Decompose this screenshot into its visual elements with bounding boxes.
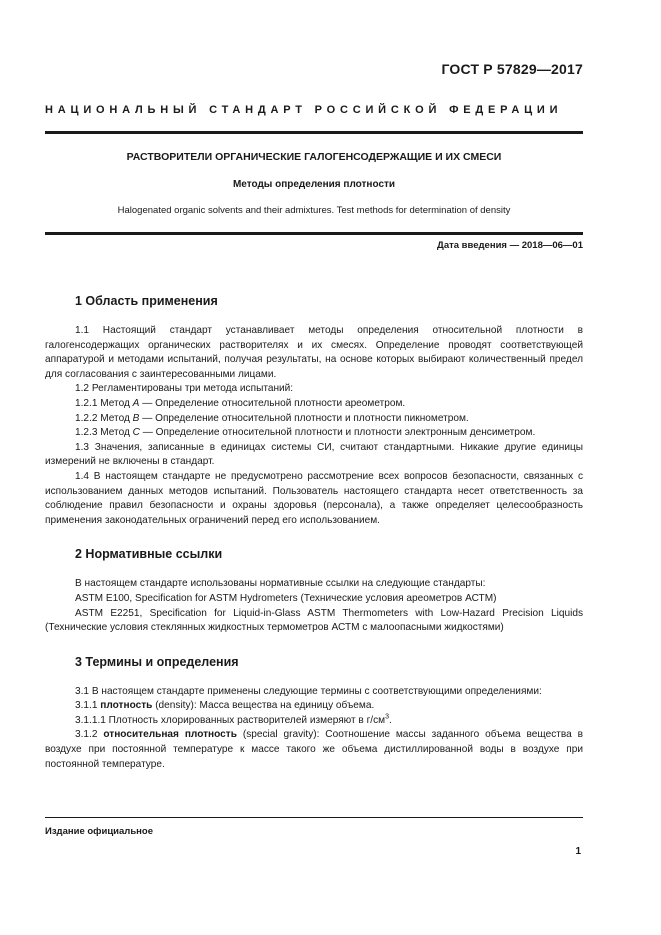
reference-item: ASTM E100, Specification for ASTM Hydrometers (Технические условия ареометров АСТМ) [75, 592, 497, 604]
unit-exponent: 3 [385, 713, 389, 721]
method-letter: В [132, 412, 140, 424]
term-definition [45, 728, 583, 772]
term-number: 3.1.1 [75, 700, 101, 712]
paragraph-text: 1.2.1 Метод [75, 397, 133, 409]
term: плотность [100, 700, 153, 712]
document-body [45, 292, 583, 772]
paragraph [45, 412, 583, 427]
paragraph [45, 426, 583, 441]
introduction-date: Дата введения — 2018—06—01 [437, 240, 583, 251]
method-letter: А [132, 397, 140, 409]
paragraph-text: . [388, 714, 392, 726]
paragraph-text: — Определение относительной плотности и плотности пикнометром. [139, 412, 469, 424]
paragraph: 1.3 Значения, записанные в единицах системы СИ, считают стандартными. Никакие другие единицы измерений не включены в стандарт. [45, 441, 583, 468]
paragraph-text: 1.2.2 Метод [75, 412, 133, 424]
paragraph: В настоящем стандарте использованы нормативные ссылки на следующие стандарты: [75, 578, 486, 590]
section-heading-terms: 3 Термины и определения [75, 654, 239, 669]
paragraph-text: 3.1.1.1 Плотность хлорированных растворителей измеряют в г/см [75, 714, 386, 726]
method-letter: С [132, 427, 140, 439]
document-title: РАСТВОРИТЕЛИ ОРГАНИЧЕСКИЕ ГАЛОГЕНСОДЕРЖАЩИЕ И ИХ СМЕСИ [126, 151, 502, 163]
paragraph: 3.1 В настоящем стандарте применены следующие термины с соответствующими определениями: [75, 685, 542, 697]
page-number: 1 [575, 846, 581, 857]
document-subtitle: Методы определения плотности [232, 179, 396, 190]
section-heading-references: 2 Нормативные ссылки [75, 547, 223, 562]
term-definition [45, 699, 583, 714]
paragraph [45, 714, 583, 729]
paragraph-text: 1.2.3 Метод [75, 427, 133, 439]
reference-item: ASTM E2251, Specification for Liquid-in-Glass ASTM Thermometers with Low-Hazard Precision Liquids (Технические условия стеклянных жидкостных термометров АСТМ с малоопасными жидкостями) [45, 607, 583, 634]
paragraph-text: — Определение относительной плотности и плотности электронным денсиметром. [139, 427, 536, 439]
footer-rule [45, 817, 583, 818]
definition-text: (density): Масса вещества на единицу объема. [152, 700, 375, 712]
document-english-title: Halogenated organic solvents and their admixtures. Test methods for determination of density [117, 205, 511, 216]
title-rule [45, 232, 583, 235]
standard-name: НАЦИОНАЛЬНЫЙ СТАНДАРТ РОССИЙСКОЙ ФЕДЕРАЦИИ [45, 104, 563, 116]
section-heading-scope: 1 Область применения [75, 294, 218, 308]
paragraph-text: — Определение относительной плотности ареометром. [139, 397, 406, 409]
term: относительная плотность [103, 729, 237, 741]
term-number: 3.1.2 [75, 729, 104, 741]
header-rule [45, 131, 583, 134]
paragraph [45, 397, 583, 412]
edition-label: Издание официальное [45, 826, 153, 837]
document-code: ГОСТ Р 57829—2017 [441, 61, 583, 77]
definition-text: (special gravity): Соотношение массы заданного объема вещества в воздухе при постоянной температуре к массе такого же объема дистиллированной воды в воздухе при постоянной температуре. [45, 729, 583, 770]
paragraph: 1.4 В настоящем стандарте не предусмотрено рассмотрение всех вопросов безопасности, связанных с использованием данных методов испытаний. Пользователь настоящего стандарта несет ответственность за соблюдение правил безопасности и охраны здоровья (персонала), а также определяет целесообразность применения законодательных ограничений перед его использованием. [45, 470, 583, 526]
paragraph: 1.1 Настоящий стандарт устанавливает методы определения относительной плотности в галогенсодержащих органических растворителях и их смесях. Определение проводят соответствующей аппаратурой и методами испытаний, получая результаты, на основе которых выбирают количественный предел для согласования с заинтересованными лицами. [45, 325, 583, 380]
paragraph: 1.2 Регламентированы три метода испытаний: [75, 383, 294, 395]
